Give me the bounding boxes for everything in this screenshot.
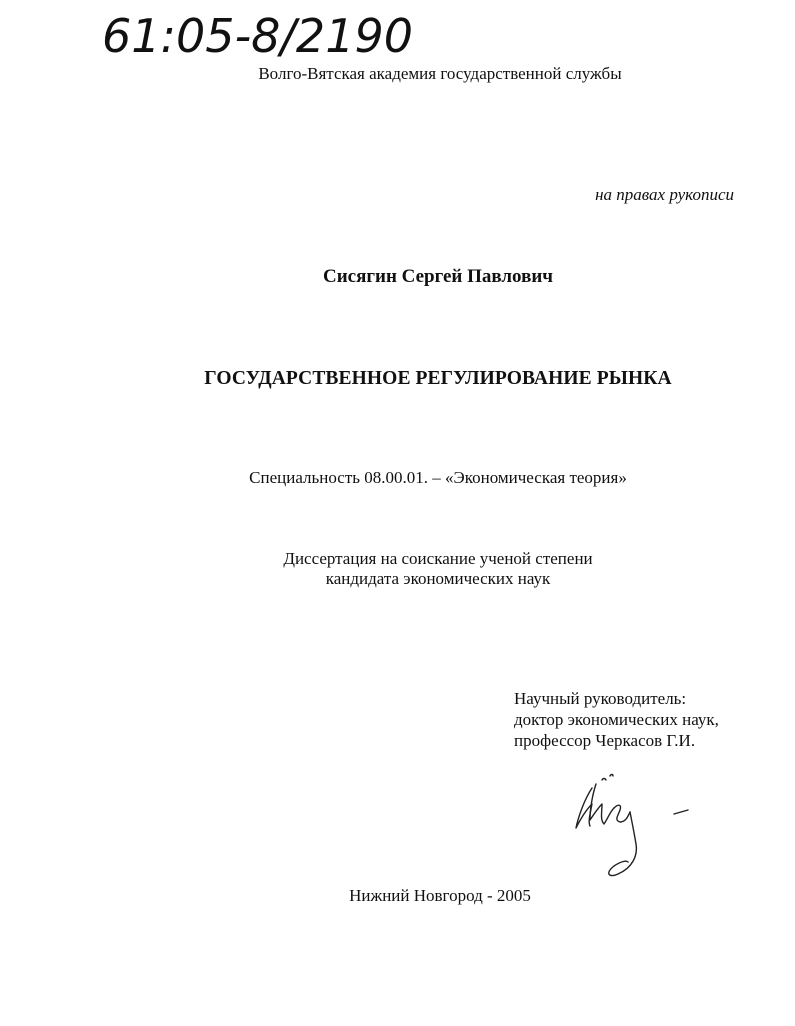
supervisor-name: профессор Черкасов Г.И. — [514, 731, 696, 750]
institution-name: Волго-Вятская академия государственной службы — [258, 64, 622, 83]
svg-text:61:05-8/2190: 61:05-8/2190 — [102, 9, 413, 63]
supervisor-block — [514, 688, 719, 751]
degree-statement — [0, 549, 795, 589]
dissertation-title: ГОСУДАРСТВЕННОЕ РЕГУЛИРОВАНИЕ РЫНКА — [204, 368, 672, 389]
degree-line-1: Диссертация на соискание ученой степени — [283, 549, 593, 568]
degree-line-2: кандидата экономических наук — [325, 569, 551, 588]
specialty-line: Специальность 08.00.01. – «Экономическая теория» — [249, 468, 627, 487]
supervisor-signature-icon — [570, 770, 710, 880]
city-and-year: Нижний Новгород - 2005 — [349, 886, 531, 905]
manuscript-rights-note: на правах рукописи — [595, 185, 734, 204]
supervisor-label: Научный руководитель: — [514, 689, 687, 708]
author-name: Сисягин Сергей Павлович — [322, 266, 553, 287]
handwritten-archive-number — [100, 4, 480, 64]
supervisor-degree: доктор экономических наук, — [514, 710, 719, 729]
